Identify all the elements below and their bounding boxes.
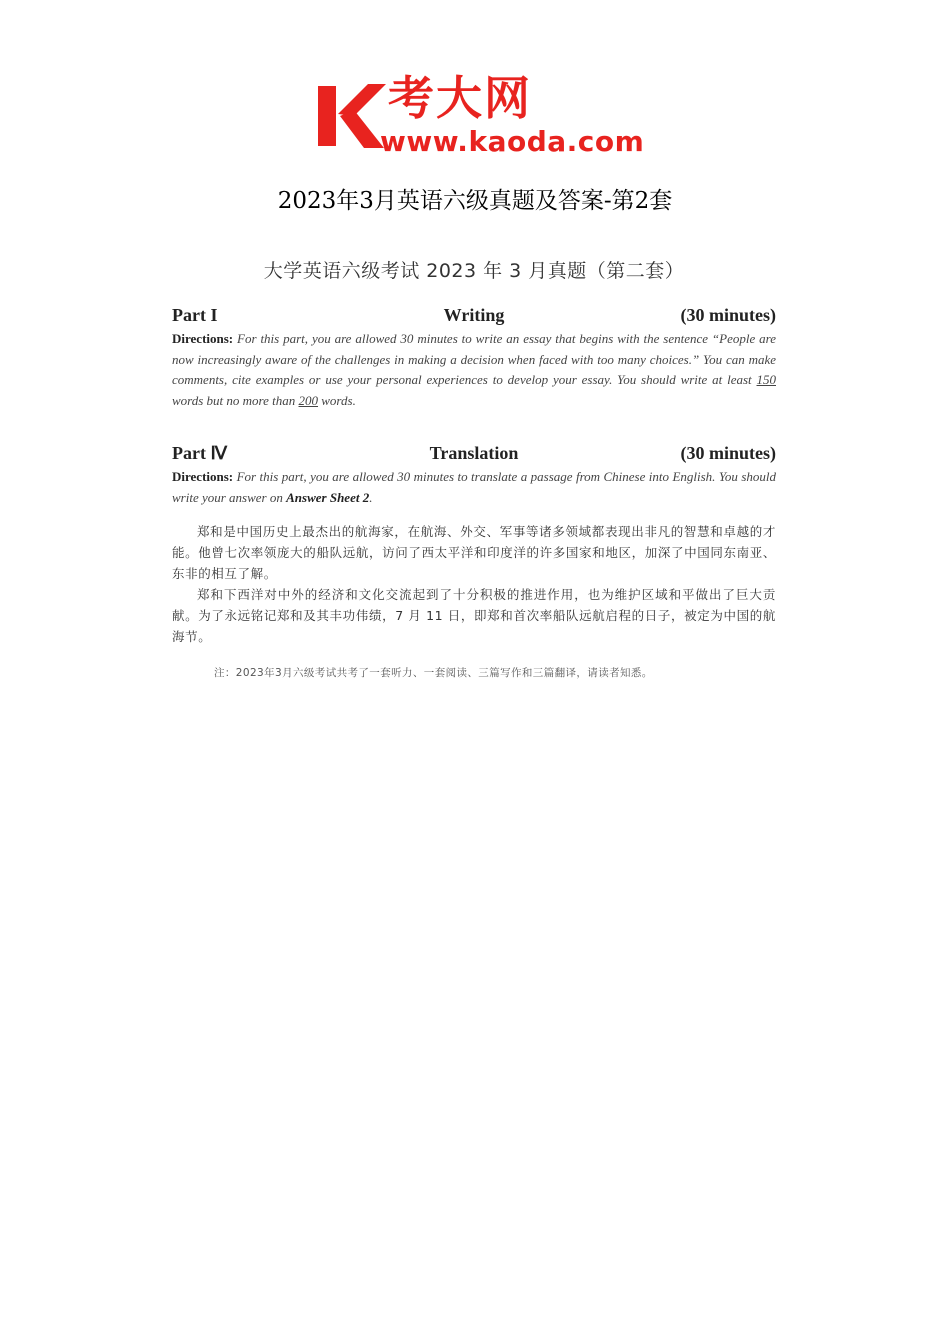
part1-directions-text-b: words but no more than xyxy=(172,392,299,408)
page-title: 2023年3月英语六级真题及答案-第2套 xyxy=(277,188,673,214)
exam-section xyxy=(172,256,776,680)
part1-time: (30 minutes) xyxy=(680,305,776,325)
part1-directions-label: Directions: xyxy=(172,331,234,346)
part4-time: (30 minutes) xyxy=(680,443,776,464)
part1-max-words: 200 xyxy=(298,392,319,408)
part4-directions-text-b: . xyxy=(369,489,373,505)
logo-brand-name: 考大网 xyxy=(388,71,532,125)
part1-directions-text-a: For this part, you are allowed 30 minutes to write an essay that begins with the sentence “People are now increasingly aware of the challenges in making a decision when faced with too many choices.” You can make comments, cite examples or use your personal experiences to develop your essay. You should write at least xyxy=(172,331,776,388)
part1-min-words: 150 xyxy=(756,372,776,388)
part1-directions xyxy=(172,329,776,411)
logo-url: www.kaoda.com xyxy=(380,125,645,158)
part4-directions-label: Directions: xyxy=(172,469,234,485)
part4-header xyxy=(172,443,776,467)
kaoda-logo xyxy=(318,70,648,162)
k-logo-icon xyxy=(318,80,388,152)
part4-directions-text-a: For this part, you are allowed 30 minutes to translate a passage from Chinese into English. You should write your answer on xyxy=(172,469,776,505)
translation-paragraph-2: 郑和下西洋对中外的经济和文化交流起到了十分积极的推进作用，也为维护区域和平做出了巨大贡献。为了永远铭记郑和及其丰功伟绩，7 月 11 日，即郑和首次率船队远航启程的日子，被定为中国的航海节。 xyxy=(172,586,776,644)
part1-number: Part I xyxy=(172,305,218,325)
exam-note: 注：2023年3月六级考试共考了一套听力、一套阅读、三篇写作和三篇翻译，请读者知悉。 xyxy=(214,666,653,679)
part4-answer-sheet: Answer Sheet 2 xyxy=(286,489,370,505)
part4-name: Translation xyxy=(429,443,519,464)
part1-name: Writing xyxy=(443,305,505,325)
translation-paragraph-1: 郑和是中国历史上最杰出的航海家，在航海、外交、军事等诸多领域都表现出非凡的智慧和卓越的才能。他曾七次率领庞大的船队远航，访问了西太平洋和印度洋的许多国家和地区，加深了中国同东南亚、东非的相互了解。 xyxy=(172,523,776,581)
part1-directions-text-c: words. xyxy=(318,392,356,408)
part4-number: Part Ⅳ xyxy=(172,443,228,464)
exam-heading: 大学英语六级考试 2023 年 3 月真题（第二套） xyxy=(263,260,685,282)
part1-header xyxy=(172,305,776,329)
part4-directions xyxy=(172,467,776,508)
